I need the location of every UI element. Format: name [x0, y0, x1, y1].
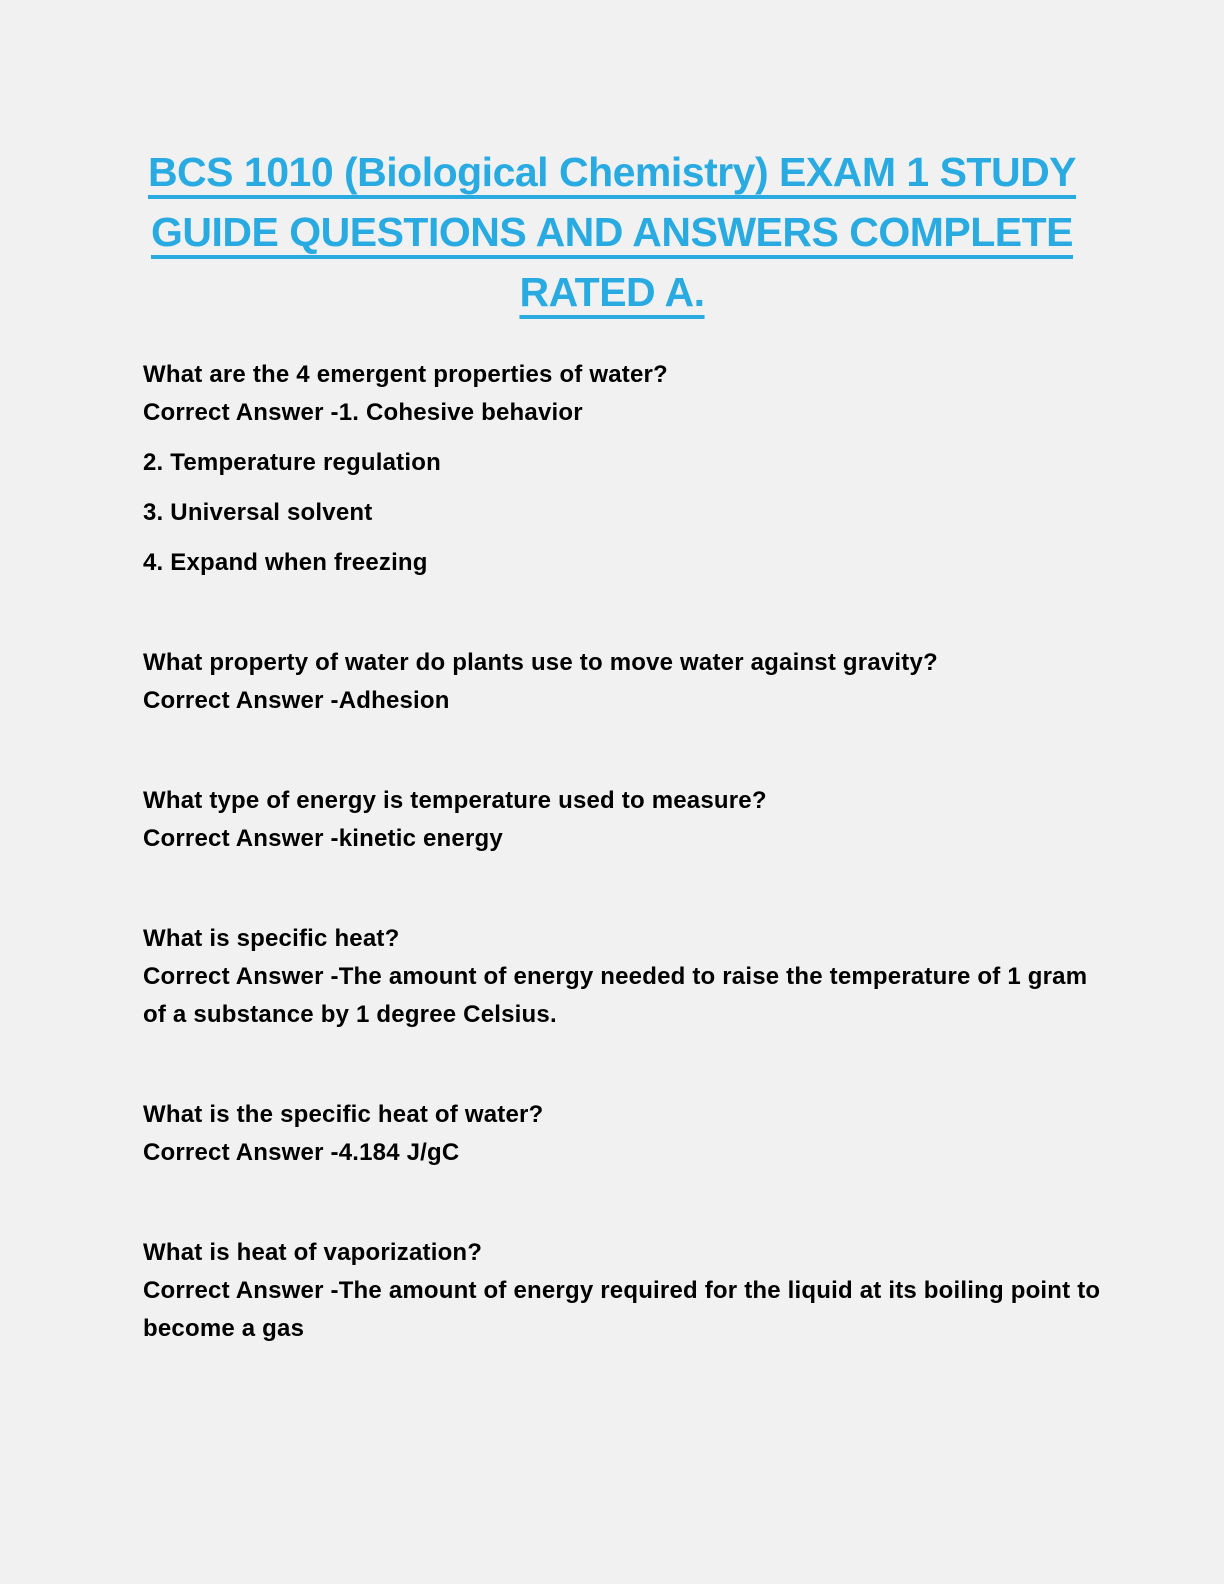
answer-list-item: 4. Expand when freezing	[143, 549, 428, 576]
answer-text: Correct Answer -The amount of energy needed to raise the temperature of 1 gram of a substance by 1 degree Celsius.	[143, 963, 1088, 1028]
question-text: What is the specific heat of water?	[143, 1101, 544, 1128]
answer-text: Correct Answer -The amount of energy required for the liquid at its boiling point to become a gas	[143, 1277, 1101, 1342]
answer-text: Correct Answer -kinetic energy	[143, 825, 503, 852]
title-section	[0, 142, 1224, 322]
qa-block	[143, 644, 1105, 720]
answer-text: Correct Answer -1. Cohesive behavior	[143, 399, 583, 426]
qa-block	[143, 920, 1105, 1034]
qa-block	[143, 356, 1105, 582]
answer-text: Correct Answer -4.184 J/gC	[143, 1139, 460, 1166]
answer-list-item: 2. Temperature regulation	[143, 449, 441, 476]
qa-block	[143, 1096, 1105, 1172]
question-text: What are the 4 emergent properties of water?	[143, 361, 668, 388]
question-text: What is heat of vaporization?	[143, 1239, 483, 1266]
qa-block	[143, 782, 1105, 858]
qa-content	[0, 356, 1105, 1348]
question-text: What is specific heat?	[143, 925, 400, 952]
page-title: BCS 1010 (Biological Chemistry) EXAM 1 STUDY GUIDE QUESTIONS AND ANSWERS COMPLETE RATED A.	[147, 149, 1077, 315]
question-text: What type of energy is temperature used to measure?	[143, 787, 767, 814]
qa-block	[143, 1234, 1105, 1348]
question-text: What property of water do plants use to move water against gravity?	[143, 649, 938, 676]
answer-list-item: 3. Universal solvent	[143, 499, 373, 526]
answer-text: Correct Answer -Adhesion	[143, 687, 450, 714]
